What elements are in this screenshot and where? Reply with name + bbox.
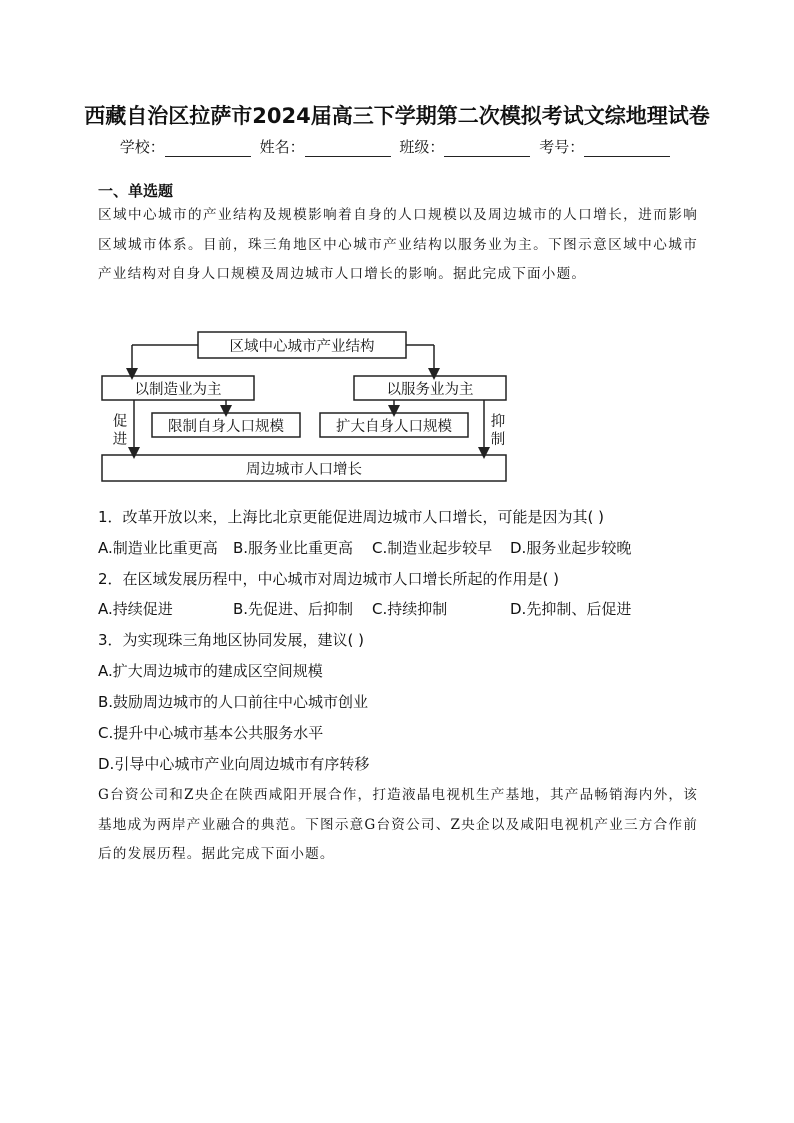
arrow-right-label-2: 制	[490, 432, 506, 448]
arrow-left-label-2: 进	[112, 432, 128, 448]
passage-intro-1: 区域中心城市的产业结构及规模影响着自身的人口规模以及周边城市的人口增长，进而影响区域城市体系。目前，珠三角地区中心城市产业结构以服务业为主。下图示意区域中心城市产业结构对自身人口规模及周边城市人口增长的影响。据此完成下面小题。	[98, 207, 698, 282]
question-3-option-c[interactable]: C.提升中心城市基本公共服务水平	[98, 724, 324, 742]
box-left-label: 以制造业为主	[134, 382, 222, 398]
name-label: 姓名：	[259, 138, 305, 156]
name-blank[interactable]	[305, 142, 391, 157]
question-1-option-c[interactable]: C.制造业起步较早	[372, 539, 493, 557]
question-2-option-d[interactable]: D.先抑制、后促进	[510, 600, 632, 618]
class-label: 班级：	[399, 138, 445, 156]
section-heading: 一、单选题	[98, 182, 174, 200]
question-3-option-b[interactable]: B.鼓励周边城市的人口前往中心城市创业	[98, 693, 369, 711]
box-right-label: 以服务业为主	[386, 382, 474, 398]
question-1-option-a[interactable]: A.制造业比重更高	[98, 539, 218, 557]
student-info-row	[0, 136, 794, 157]
industry-structure-diagram	[96, 328, 516, 486]
question-3-option-d[interactable]: D.引导中心城市产业向周边城市有序转移	[98, 755, 370, 773]
question-1-option-d[interactable]: D.服务业起步较晚	[510, 539, 632, 557]
exam-title: 西藏自治区拉萨市2024届高三下学期第二次模拟考试文综地理试卷	[84, 104, 710, 128]
exam-number-blank[interactable]	[584, 142, 670, 157]
arrow-left-label-1: 促	[112, 414, 128, 430]
box-top-label: 区域中心城市产业结构	[229, 339, 375, 355]
question-2-stem: 2．在区域发展历程中，中心城市对周边城市人口增长所起的作用是( )	[98, 570, 560, 588]
question-1-option-b[interactable]: B.服务业比重更高	[233, 539, 354, 557]
passage-intro-2: G台资公司和Z央企在陕西咸阳开展合作，打造液晶电视机生产基地，其产品畅销海内外，该基地成为两岸产业融合的典范。下图示意G台资公司、Z央企以及咸阳电视机产业三方合作前后的发展历程。据此完成下面小题。	[98, 787, 698, 862]
class-blank[interactable]	[444, 142, 530, 157]
question-3-option-a[interactable]: A.扩大周边城市的建成区空间规模	[98, 662, 323, 680]
question-2-option-c[interactable]: C.持续抑制	[372, 600, 448, 618]
question-2-option-a[interactable]: A.持续促进	[98, 600, 173, 618]
school-label: 学校：	[119, 138, 165, 156]
exam-number-label: 考号：	[539, 138, 585, 156]
school-blank[interactable]	[165, 142, 251, 157]
box-bottom-label: 周边城市人口增长	[246, 462, 362, 478]
question-1-stem: 1．改革开放以来，上海比北京更能促进周边城市人口增长，可能是因为其( )	[98, 508, 605, 526]
arrow-right-label-1: 抑	[490, 414, 506, 430]
box-right-sub-label: 扩大自身人口规模	[336, 419, 452, 435]
question-2-option-b[interactable]: B.先促进、后抑制	[233, 600, 354, 618]
box-left-sub-label: 限制自身人口规模	[168, 419, 284, 435]
question-3-stem: 3．为实现珠三角地区协同发展，建议( )	[98, 631, 365, 649]
